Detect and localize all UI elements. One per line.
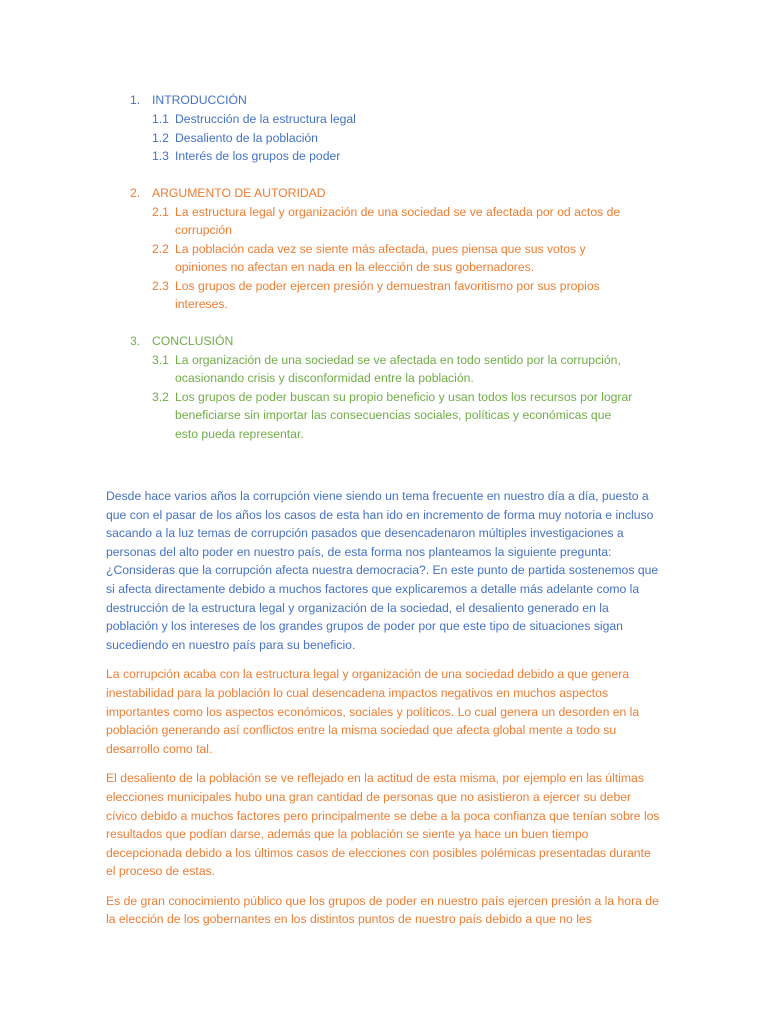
outline-item [0, 388, 635, 444]
item-text: Los grupos de poder ejercen presión y demuestran favoritismo por sus propios intereses. [175, 278, 600, 311]
item-number: 1.2 [152, 130, 169, 145]
outline-item [0, 147, 635, 166]
outline-section-introduccion [0, 91, 768, 166]
item-number: 2.3 [152, 278, 169, 293]
section-heading [0, 332, 768, 351]
section-number: 1. [130, 93, 141, 107]
section-title: CONCLUSIÓN [152, 333, 234, 348]
section-title: ARGUMENTO DE AUTORIDAD [152, 185, 326, 200]
outline-item [0, 203, 635, 240]
outline-section-argumento [0, 184, 768, 314]
paragraph-power-groups: Es de gran conocimiento público que los grupos de poder en nuestro país ejercen presión a la hora de la elección de los gobernantes en los distintos puntos de nuestro país debido a que no les [106, 893, 659, 927]
outline-list [0, 91, 768, 461]
item-text: La organización de una sociedad se ve afectada en todo sentido por la corrupción, ocasionando crisis y disconformidad entre la población. [175, 352, 621, 385]
paragraph-introduction: Desde hace varios años la corrupción viene siendo un tema frecuente en nuestro día a día, puesto a que con el pasar de los años los casos de esta han ido en incremento de forma muy notoria e incluso sacando a la luz temas de corrupción pasados que desencadenaron múltiples investigaciones a personas del alto poder en nuestro país, de esta forma nos planteamos la siguiente pregunta: ¿Consideras que la corrupción afecta nuestra democracia?. En este punto de partida sostenemos que si afecta directamente debido a muchos factores que explicaremos a detalle más adelante como la destrucción de la estructura legal y organización de la sociedad, el desaliento generado en la población y los intereses de los grandes grupos de poder por que este tipo de situaciones sigan sucediendo en nuestro país para su beneficio. [106, 489, 659, 652]
section-number: 3. [130, 333, 141, 348]
outline-item [0, 351, 635, 388]
outline-item [0, 129, 635, 148]
item-text: Destrucción de la estructura legal [175, 112, 356, 126]
section-heading [0, 91, 768, 110]
outline-item [0, 240, 635, 277]
item-number: 2.2 [152, 241, 169, 256]
document-body [106, 487, 662, 940]
item-number: 3.1 [152, 352, 169, 367]
outline-item [0, 110, 635, 129]
paragraph-discouragement: El desaliento de la población se ve reflejado en la actitud de esta misma, por ejemplo en las últimas elecciones municipales hubo una gran cantidad de personas que no asistieron a ejercer su deber cívico debido a muchos factores pero principalmente se debe a la poca confianza que tenían sobre los resultados que podían darse, además que la población se siente ya hace un buen tiempo decepcionada debido a los últimos casos de elecciones con posibles polémicas presentadas durante el proceso de estas. [106, 771, 660, 879]
item-number: 3.2 [152, 389, 169, 404]
section-number: 2. [130, 185, 141, 200]
item-number: 1.1 [152, 112, 169, 126]
outline-section-conclusion [0, 332, 768, 444]
section-title: INTRODUCCIÓN [152, 93, 247, 107]
item-number: 1.3 [152, 149, 169, 163]
item-text: La población cada vez se siente más afectada, pues piensa que sus votos y opiniones no afectan en nada en la elección de sus gobernadores. [175, 241, 586, 274]
outline-item [0, 277, 635, 314]
item-text: Interés de los grupos de poder [175, 149, 341, 163]
section-heading [0, 184, 768, 203]
item-text: Los grupos de poder buscan su propio beneficio y usan todos los recursos por lograr beneficiarse sin importar las consecuencias sociales, políticas y económicas que esto pueda representar. [175, 389, 633, 441]
paragraph-structure: La corrupción acaba con la estructura legal y organización de una sociedad debido a que genera inestabilidad para la población lo cual desencadena impactos negativos en muchos aspectos importantes como los aspectos económicos, sociales y políticos. Lo cual genera un desorden en la población generando así conflictos entre la misma sociedad que afecta global mente a todo su desarrollo como tal. [106, 667, 640, 756]
item-text: La estructura legal y organización de una sociedad se ve afectada por od actos de corrupción [175, 204, 621, 237]
item-text: Desaliento de la población [175, 130, 318, 145]
item-number: 2.1 [152, 204, 169, 219]
